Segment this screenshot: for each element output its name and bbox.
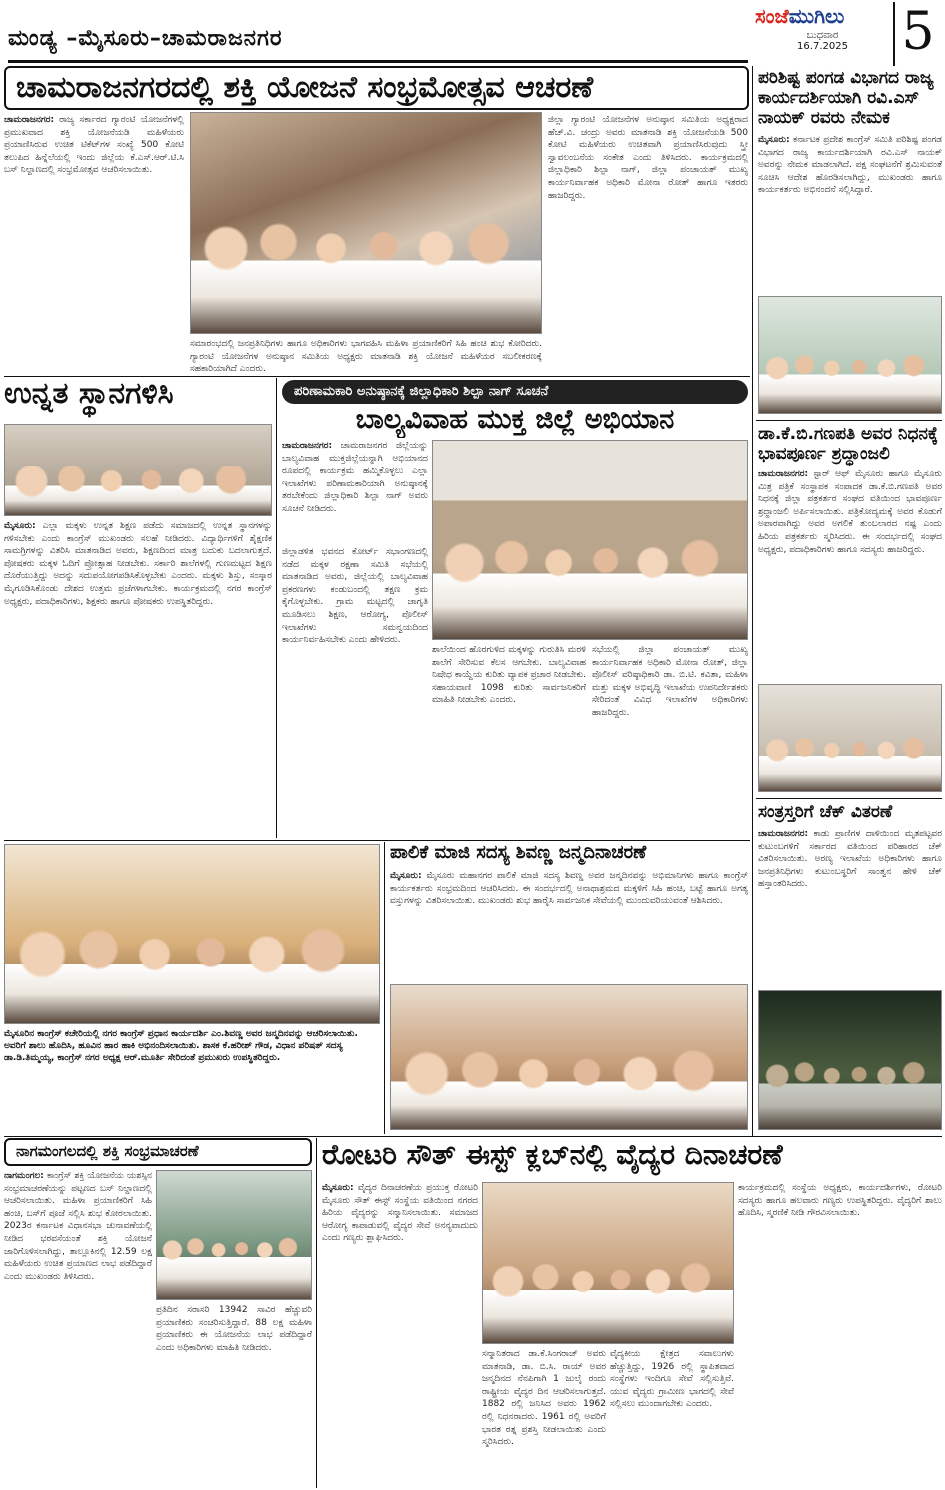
story-divider	[756, 798, 942, 799]
photo-balya-meeting	[432, 440, 748, 640]
photo-rotary-doctors	[482, 1182, 734, 1344]
issue-date: 16.7.2025	[797, 41, 848, 52]
story-balya-col4: ಸಭೆಯಲ್ಲಿ ಜಿಲ್ಲಾ ಪಂಚಾಯತ್ ಮುಖ್ಯ ಕಾರ್ಯನಿರ್ವಾಹಕ ಅಧಿಕಾರಿ ಮೋನಾ ರೋತ್, ಜಿಲ್ಲಾ ಪೊಲೀಸ್ ವರಿಷ್ಠಾಧಿಕಾರಿ ಡಾ. ಬಿ.ಟಿ. ಕವಿತಾ, ಮಹಿಳಾ ಮತ್ತು ಮಕ್ಕಳ ಅಭಿವೃದ್ಧಿ ಇಲಾಖೆಯ ಉಪನಿರ್ದೇಶಕರು ಸೇರಿದಂತೆ ವಿವಿಧ ಇಲಾಖೆಗಳ ಅಧಿಕಾರಿಗಳು ಹಾಜರಿದ್ದರು.	[592, 645, 748, 718]
photo-tribute	[758, 684, 942, 792]
region-divider	[8, 60, 748, 63]
photo-students	[4, 424, 272, 516]
dateline: ಚಾಮರಾಜನಗರ:	[758, 469, 809, 479]
dateline: ಮೈಸೂರು:	[758, 135, 790, 145]
photo-ravi-felicitation	[758, 296, 942, 414]
story-shakti-col2: ಸಮಾರಂಭದಲ್ಲಿ ಜನಪ್ರತಿನಿಧಿಗಳು ಹಾಗೂ ಅಧಿಕಾರಿಗಳು ಭಾಗವಹಿಸಿ ಮಹಿಳಾ ಪ್ರಯಾಣಿಕರಿಗೆ ಸಿಹಿ ಹಂಚಿ ಶುಭ ಕೋರಿದರು. ಗ್ಯಾರಂಟಿ ಯೋಜನೆಗಳ ಅನುಷ್ಠಾನ ಸಮಿತಿಯ ಅಧ್ಯಕ್ಷರು ಮಾತನಾಡಿ ಶಕ್ತಿ ಯೋಜನೆ ಮಹಿಳೆಯರ ಸಬಲೀಕರಣಕ್ಕೆ ಸಹಕಾರಿಯಾಗಿದೆ ಎಂದರು.	[190, 339, 542, 374]
column-divider	[384, 842, 385, 1134]
dateline: ಚಾಮರಾಜನಗರ:	[758, 829, 809, 839]
dateline: ಮೈಸೂರು:	[4, 521, 36, 531]
story-unnata	[4, 520, 272, 836]
story-text: ಕಾಡು ಪ್ರಾಣಿಗಳ ದಾಳಿಯಿಂದ ಮೃತಪಟ್ಟವರ ಕುಟುಂಬಗಳಿಗೆ ಸರ್ಕಾರದ ವತಿಯಿಂದ ಪರಿಹಾರದ ಚೆಕ್ ವಿತರಿಸಲಾಯಿತು. ಅರಣ್ಯ ಇಲಾಖೆಯ ಅಧಿಕಾರಿಗಳು ಹಾಗೂ ಜನಪ್ರತಿನಿಧಿಗಳು ಕುಟುಂಬಸ್ಥರಿಗೆ ಸಾಂತ್ವನ ಹೇಳಿ ಚೆಕ್ ಹಸ್ತಾಂತರಿಸಿದರು.	[758, 829, 942, 890]
headline-shakti: ಚಾಮರಾಜನಗರದಲ್ಲಿ ಶಕ್ತಿ ಯೋಜನೆ ಸಂಭ್ರಮೋತ್ಸವ ಆಚರಣೆ	[4, 66, 749, 110]
column-divider	[316, 1138, 317, 1488]
column-divider	[276, 378, 277, 838]
dateline: ಮೈಸೂರು:	[390, 871, 422, 881]
story-rotary-col3: ಸನ್ಮಾನಿತರಾದ ಡಾ.ಕೆ.ಸಿಂಗರಾಜ್ ಅವರು ಮಾತನಾಡಿ, ಡಾ. ಬಿ.ಸಿ. ರಾಯ್ ಅವರ ಜನ್ಮದಿನದ ನೆನಪಿಗಾಗಿ 1 ಜುಲೈ ರಂದು ರಾಷ್ಟ್ರೀಯ ವೈದ್ಯರ ದಿನ ಆಚರಿಸಲಾಗುತ್ತದೆ. 1882 ರಲ್ಲಿ ಜನಿಸಿದ ಅವರು 1962 ರಲ್ಲಿ ನಿಧನರಾದರು. 1961 ರಲ್ಲಿ ಅವರಿಗೆ ಭಾರತ ರತ್ನ ಪ್ರಶಸ್ತಿ ನೀಡಲಾಯಿತು ಎಂದು ಸ್ಮರಿಸಿದರು.	[482, 1349, 606, 1448]
region-label: ಮಂಡ್ಯ –ಮೈಸೂರು–ಚಾಮರಾಜನಗರ	[8, 26, 283, 51]
headline-ganapathi: ಡಾ.ಕೆ.ಬಿ.ಗಣಪತಿ ಅವರ ನಿಧನಕ್ಕೆ ಭಾವಪೂರ್ಣ ಶ್ರದ್ಧಾಂಜಲಿ	[758, 424, 938, 464]
story-text: ರಾಜ್ಯ ಸರ್ಕಾರದ ಗ್ಯಾರಂಟಿ ಯೋಜನೆಗಳಲ್ಲಿ ಪ್ರಮುಖವಾದ ಶಕ್ತಿ ಯೋಜನೆಯಡಿ ಮಹಿಳೆಯರು ಪ್ರಯಾಣಿಸಿರುವ ಉಚಿತ ಟಿಕೆಟ್‌ಗಳ ಸಂಖ್ಯೆ 500 ಕೋಟಿ ತಲುಪಿದ ಹಿನ್ನೆಲೆಯಲ್ಲಿ ಇಂದು ಜಿಲ್ಲೆಯ ಕೆ.ಎಸ್.ಆರ್.ಟಿ.ಸಿ ಬಸ್ ನಿಲ್ದಾಣದಲ್ಲಿ ಸಂಭ್ರಮೋತ್ಸವ ಆಚರಿಸಲಾಯಿತು.	[4, 115, 184, 176]
photo-shivanna-birthday	[390, 984, 748, 1130]
story-balya-col3: ಶಾಲೆಯಿಂದ ಹೊರಗುಳಿದ ಮಕ್ಕಳನ್ನು ಗುರುತಿಸಿ ಮರಳಿ ಶಾಲೆಗೆ ಸೇರಿಸುವ ಕೆಲಸ ಆಗಬೇಕು. ಬಾಲ್ಯವಿವಾಹ ನಿಷೇಧ ಕಾಯ್ದೆಯ ಕುರಿತು ವ್ಯಾಪಕ ಪ್ರಚಾರ ನೀಡಬೇಕು. ಸಹಾಯವಾಣಿ 1098 ಕುರಿತು ಸಾರ್ವಜನಿಕರಿಗೆ ಮಾಹಿತಿ ನೀಡಬೇಕು ಎಂದರು.	[432, 645, 586, 706]
story-balya-lead	[282, 440, 428, 542]
headline-nagamangala: ನಾಗಮಂಗಲದಲ್ಲಿ ಶಕ್ತಿ ಸಂಭ್ರಮಾಚರಣೆ	[4, 1138, 312, 1166]
story-check	[758, 828, 942, 986]
dateline: ನಾಗಮಂಗಲ:	[4, 1171, 44, 1181]
masthead	[0, 0, 945, 70]
story-balya-col2: ಜಿಲ್ಲಾಡಳಿತ ಭವನದ ಕೋರ್ಟ್ ಸಭಾಂಗಣದಲ್ಲಿ ನಡೆದ ಮಕ್ಕಳ ರಕ್ಷಣಾ ಸಮಿತಿ ಸಭೆಯಲ್ಲಿ ಮಾತನಾಡಿದ ಅವರು, ಜಿಲ್ಲೆಯಲ್ಲಿ ಬಾಲ್ಯವಿವಾಹ ಪ್ರಕರಣಗಳು ಕಂಡುಬಂದಲ್ಲಿ ತಕ್ಷಣ ಕ್ರಮ ಕೈಗೊಳ್ಳಬೇಕು. ಗ್ರಾಮ ಮಟ್ಟದಲ್ಲಿ ಜಾಗೃತಿ ಮೂಡಿಸಲು ಶಿಕ್ಷಣ, ಆರೋಗ್ಯ, ಪೊಲೀಸ್ ಇಲಾಖೆಗಳು ಸಮನ್ವಯದಿಂದ ಕಾರ್ಯನಿರ್ವಹಿಸಬೇಕು ಎಂದು ಹೇಳಿದರು.	[282, 547, 428, 646]
brand-part-b: ಮುಗಿಲು	[788, 4, 845, 28]
photo-check-distribution	[758, 990, 942, 1130]
issue-day: ಬುಧವಾರ	[806, 30, 839, 41]
story-text: ಮೈಸೂರು ಮಹಾನಗರ ಪಾಲಿಕೆ ಮಾಜಿ ಸದಸ್ಯ ಶಿವಣ್ಣ ಅವರ ಜನ್ಮದಿನವನ್ನು ಅಭಿಮಾನಿಗಳು ಹಾಗೂ ಕಾಂಗ್ರೆಸ್ ಕಾರ್ಯಕರ್ತರು ಸಂಭ್ರಮದಿಂದ ಆಚರಿಸಿದರು. ಈ ಸಂದರ್ಭದಲ್ಲಿ ಅನಾಥಾಶ್ರಮದ ಮಕ್ಕಳಿಗೆ ಸಿಹಿ ಹಂಚಿ, ಬಟ್ಟೆ ಹಾಗೂ ಅಗತ್ಯ ವಸ್ತುಗಳನ್ನು ವಿತರಿಸಲಾಯಿತು. ಮುಖಂಡರು ಶುಭ ಹಾರೈಸಿ ಸಾರ್ವಜನಿಕ ಸೇವೆಯಲ್ಲಿ ಮುಂದುವರಿಯುವಂತೆ ಆಶಿಸಿದರು.	[390, 871, 748, 907]
story-text: ಕರ್ನಾಟಕ ಪ್ರದೇಶ ಕಾಂಗ್ರೆಸ್ ಸಮಿತಿ ಪರಿಶಿಷ್ಟ ಪಂಗಡ ವಿಭಾಗದ ರಾಜ್ಯ ಕಾರ್ಯದರ್ಶಿಯಾಗಿ ರವಿ.ಎಸ್ ನಾಯಕ್ ಅವರನ್ನು ನೇಮಕ ಮಾಡಲಾಗಿದೆ. ಪಕ್ಷ ಸಂಘಟನೆಗೆ ಶ್ರಮಿಸುವಂತೆ ಸೂಚಿಸಿ ಆದೇಶ ಹೊರಡಿಸಲಾಗಿದ್ದು, ಮುಖಂಡರು ಹಾಗೂ ಕಾರ್ಯಕರ್ತರು ಅಭಿನಂದನೆ ಸಲ್ಲಿಸಿದ್ದಾರೆ.	[758, 135, 942, 196]
story-divider	[756, 420, 942, 421]
story-rotary-col4: ವೈದ್ಯಕೀಯ ಕ್ಷೇತ್ರದ ಸವಾಲುಗಳು ಹೆಚ್ಚುತ್ತಿದ್ದು, 1926 ರಲ್ಲಿ ಸ್ಥಾಪಿತವಾದ ಸಂಸ್ಥೆಗಳು ಇಂದಿಗೂ ಸೇವೆ ಸಲ್ಲಿಸುತ್ತಿವೆ. ಯುವ ವೈದ್ಯರು ಗ್ರಾಮೀಣ ಭಾಗದಲ್ಲಿ ಸೇವೆ ಸಲ್ಲಿಸಲು ಮುಂದಾಗಬೇಕು ಎಂದರು.	[610, 1349, 734, 1410]
photo-caption-congress: ಮೈಸೂರಿನ ಕಾಂಗ್ರೆಸ್ ಕಚೇರಿಯಲ್ಲಿ ನಗರ ಕಾಂಗ್ರೆಸ್ ಪ್ರಧಾನ ಕಾರ್ಯದರ್ಶಿ ಎಂ.ಶಿವಣ್ಣ ಅವರ ಜನ್ಮದಿನವನ್ನು ಆಚರಿಸಲಾಯಿತು. ಅವರಿಗೆ ಶಾಲು ಹೊದಿಸಿ, ಹೂವಿನ ಹಾರ ಹಾಕಿ ಅಭಿನಂದಿಸಲಾಯಿತು. ಶಾಸಕ ಕೆ.ಹರೀಶ್ ಗೌಡ, ವಿಧಾನ ಪರಿಷತ್ ಸದಸ್ಯ ಡಾ.ಡಿ.ತಿಮ್ಮಯ್ಯ, ಕಾಂಗ್ರೆಸ್ ನಗರ ಅಧ್ಯಕ್ಷ ಆರ್.ಮೂರ್ತಿ ಸೇರಿದಂತೆ ಪ್ರಮುಖರು ಉಪಸ್ಥಿತರಿದ್ದರು.	[4, 1029, 358, 1063]
story-shakti-col3: ಜಿಲ್ಲಾ ಗ್ಯಾರಂಟಿ ಯೋಜನೆಗಳ ಅನುಷ್ಠಾನ ಸಮಿತಿಯ ಅಧ್ಯಕ್ಷರಾದ ಹೆಚ್.ವಿ. ಚಂದ್ರು ಅವರು ಮಾತನಾಡಿ ಶಕ್ತಿ ಯೋಜನೆಯಡಿ 500 ಕೋಟಿ ಮಹಿಳೆಯರು ಉಚಿತವಾಗಿ ಪ್ರಯಾಣಿಸಿರುವುದು ಸ್ತ್ರೀ ಸ್ವಾವಲಂಬನೆಯ ಸಂಕೇತ ಎಂದು ತಿಳಿಸಿದರು. ಕಾರ್ಯಕ್ರಮದಲ್ಲಿ ಜಿಲ್ಲಾಧಿಕಾರಿ ಶಿಲ್ಪಾ ನಾಗ್, ಜಿಲ್ಲಾ ಪಂಚಾಯತ್ ಮುಖ್ಯ ಕಾರ್ಯನಿರ್ವಾಹಕ ಅಧಿಕಾರಿ ಮೋನಾ ರೋತ್ ಹಾಗೂ ಇತರರು ಹಾಜರಿದ್ದರು.	[548, 115, 748, 201]
story-divider	[4, 1136, 942, 1137]
dateline: ಮೈಸೂರು:	[322, 1183, 354, 1193]
story-ravi	[758, 134, 942, 294]
photo-congress-office	[4, 844, 380, 1024]
headline-check: ಸಂತ್ರಸ್ತರಿಗೆ ಚೆಕ್ ವಿತರಣೆ	[758, 802, 893, 822]
newspaper-logo	[755, 4, 890, 64]
dateline: ಚಾಮರಾಜನಗರ:	[4, 115, 55, 125]
story-text: ಸ್ಟಾರ್ ಆಫ್ ಮೈಸೂರು ಹಾಗೂ ಮೈಸೂರು ಮಿತ್ರ ಪತ್ರಿಕೆ ಸಂಸ್ಥಾಪಕ ಸಂಪಾದಕ ಡಾ.ಕೆ.ಬಿ.ಗಣಪತಿ ಅವರ ನಿಧನಕ್ಕೆ ಜಿಲ್ಲಾ ಪತ್ರಕರ್ತರ ಸಂಘದ ವತಿಯಿಂದ ಭಾವಪೂರ್ಣ ಶ್ರದ್ಧಾಂಜಲಿ ಅರ್ಪಿಸಲಾಯಿತು. ಪತ್ರಿಕೋದ್ಯಮಕ್ಕೆ ಅವರ ಕೊಡುಗೆ ಅಪಾರವಾಗಿದ್ದು ಅವರ ಅಗಲಿಕೆ ತುಂಬಲಾರದ ನಷ್ಟ ಎಂದು ಹಿರಿಯ ಪತ್ರಕರ್ತರು ಸ್ಮರಿಸಿದರು. ಈ ಸಂದರ್ಭದಲ್ಲಿ ಸಂಘದ ಅಧ್ಯಕ್ಷರು, ಪದಾಧಿಕಾರಿಗಳು ಹಾಗೂ ಸದಸ್ಯರು ಹಾಜರಿದ್ದರು.	[758, 469, 942, 555]
column-divider	[752, 66, 753, 1136]
dateline: ಚಾಮರಾಜನಗರ:	[282, 441, 333, 451]
story-text: ಚಾಮರಾಜನಗರ ಜಿಲ್ಲೆಯನ್ನು ಬಾಲ್ಯವಿವಾಹ ಮುಕ್ತಜಿಲ್ಲೆಯನ್ನಾಗಿ ಅಭಿಯಾನದ ರೂಪದಲ್ಲಿ ಕಾರ್ಯಕ್ರಮ ಹಮ್ಮಿಕೊಳ್ಳಲು ಎಲ್ಲಾ ಇಲಾಖೆಗಳು ಪರಿಣಾಮಕಾರಿಯಾಗಿ ಅನುಷ್ಠಾನಕ್ಕೆ ತರಬೇಕೆಂದು ಜಿಲ್ಲಾಧಿಕಾರಿ ಶಿಲ್ಪಾ ನಾಗ್ ಅವರು ಸೂಚನೆ ನೀಡಿದರು.	[282, 441, 428, 514]
headline-balya: ಬಾಲ್ಯವಿವಾಹ ಮುಕ್ತ ಜಿಲ್ಲೆ ಅಭಿಯಾನ	[355, 404, 675, 435]
story-shakti-lead	[4, 114, 184, 354]
headline-rotary: ರೋಟರಿ ಸೌತ್ ಈಸ್ಟ್ ಕ್ಲಬ್‌ನಲ್ಲಿ ವೈದ್ಯರ ದಿನಾಚರಣೆ	[322, 1138, 783, 1171]
story-nagamangala	[4, 1170, 152, 1486]
story-text: ಎಲ್ಲಾ ಮಕ್ಕಳು ಉನ್ನತ ಶಿಕ್ಷಣ ಪಡೆದು ಸಮಾಜದಲ್ಲಿ ಉನ್ನತ ಸ್ಥಾನಗಳನ್ನು ಗಳಿಸಬೇಕು ಎಂದು ಕಾಂಗ್ರೆಸ್ ಮುಖಂಡರು ಸಲಹೆ ನೀಡಿದರು. ವಿದ್ಯಾರ್ಥಿಗಳಿಗೆ ಶೈಕ್ಷಣಿಕ ಸಾಮಗ್ರಿಗಳನ್ನು ವಿತರಿಸಿ ಮಾತನಾಡಿದ ಅವರು, ಶಿಕ್ಷಣದಿಂದ ಮಾತ್ರ ಬದುಕು ಬದಲಾಗುತ್ತದೆ. ಪೋಷಕರು ಮಕ್ಕಳ ಓದಿಗೆ ಪ್ರೋತ್ಸಾಹ ನೀಡಬೇಕು. ಸರ್ಕಾರಿ ಶಾಲೆಗಳಲ್ಲಿ ಗುಣಮಟ್ಟದ ಶಿಕ್ಷಣ ದೊರೆಯುತ್ತಿದ್ದು ಅದನ್ನು ಸದುಪಯೋಗಪಡಿಸಿಕೊಳ್ಳಬೇಕು ಎಂದರು. ಮಕ್ಕಳು ಶಿಸ್ತು, ಸಂಸ್ಕಾರ ಮೈಗೂಡಿಸಿಕೊಂಡು ದೇಶದ ಉತ್ತಮ ಪ್ರಜೆಗಳಾಗಬೇಕು. ಕಾರ್ಯಕ್ರಮದಲ್ಲಿ ನಗರ ಕಾಂಗ್ರೆಸ್ ಅಧ್ಯಕ್ಷರು, ಪದಾಧಿಕಾರಿಗಳು, ಶಿಕ್ಷಕರು ಹಾಗೂ ಪೋಷಕರು ಉಪಸ್ಥಿತರಿದ್ದರು.	[4, 521, 272, 607]
page-number: 5	[893, 2, 941, 66]
story-ganapathi	[758, 468, 942, 680]
photo-shakti-celebration	[190, 112, 542, 334]
story-rotary-col1	[322, 1182, 478, 1486]
banner-balya: ಪರಿಣಾಮಕಾರಿ ಅನುಷ್ಠಾನಕ್ಕೆ ಜಿಲ್ಲಾಧಿಕಾರಿ ಶಿಲ್ಪಾ ನಾಗ್ ಸೂಚನೆ	[282, 380, 748, 404]
story-rotary-col5: ಕಾರ್ಯಕ್ರಮದಲ್ಲಿ ಸಂಸ್ಥೆಯ ಅಧ್ಯಕ್ಷರು, ಕಾರ್ಯದರ್ಶಿಗಳು, ರೋಟರಿ ಸದಸ್ಯರು ಹಾಗೂ ಹಲವಾರು ಗಣ್ಯರು ಉಪಸ್ಥಿತರಿದ್ದರು. ವೈದ್ಯರಿಗೆ ಶಾಲು ಹೊದಿಸಿ, ಸ್ಮರಣಿಕೆ ನೀಡಿ ಗೌರವಿಸಲಾಯಿತು.	[738, 1183, 942, 1219]
story-text: ವೈದ್ಯರ ದಿನಾಚರಣೆಯ ಪ್ರಯುಕ್ತ ರೋಟರಿ ಮೈಸೂರು ಸೌತ್ ಈಸ್ಟ್ ಸಂಸ್ಥೆಯ ವತಿಯಿಂದ ನಗರದ ಹಿರಿಯ ವೈದ್ಯರನ್ನು ಸನ್ಮಾನಿಸಲಾಯಿತು. ಸಮಾಜದ ಆರೋಗ್ಯ ಕಾಪಾಡುವಲ್ಲಿ ವೈದ್ಯರ ಸೇವೆ ಅನನ್ಯವಾದುದು ಎಂದು ಗಣ್ಯರು ಶ್ಲಾಘಿಸಿದರು.	[322, 1183, 478, 1244]
headline-shivanna: ಪಾಲಿಕೆ ಮಾಜಿ ಸದಸ್ಯ ಶಿವಣ್ಣ ಜನ್ಮದಿನಾಚರಣೆ	[390, 842, 647, 863]
story-text: ಕಾಂಗ್ರೆಸ್ ಶಕ್ತಿ ಯೋಜನೆಯ ಯಶಸ್ಸಿನ ಸಂಭ್ರಮಾಚರಣೆಯನ್ನು ಪಟ್ಟಣದ ಬಸ್ ನಿಲ್ದಾಣದಲ್ಲಿ ಆಚರಿಸಲಾಯಿತು. ಮಹಿಳಾ ಪ್ರಯಾಣಿಕರಿಗೆ ಸಿಹಿ ಹಂಚಿ, ಬಸ್‌ಗೆ ಪೂಜೆ ಸಲ್ಲಿಸಿ ಶುಭ ಕೋರಲಾಯಿತು. 2023ರ ಕರ್ನಾಟಕ ವಿಧಾನಸಭಾ ಚುನಾವಣೆಯಲ್ಲಿ ನೀಡಿದ ಭರವಸೆಯಂತೆ ಶಕ್ತಿ ಯೋಜನೆ ಜಾರಿಗೊಳಿಸಲಾಗಿದ್ದು, ತಾಲ್ಲೂಕಿನಲ್ಲಿ 12.59 ಲಕ್ಷ ಮಹಿಳೆಯರು ಉಚಿತ ಪ್ರಯಾಣದ ಲಾಭ ಪಡೆದಿದ್ದಾರೆ ಎಂದು ಮುಖಂಡರು ತಿಳಿಸಿದರು.	[4, 1171, 152, 1282]
story-shivanna	[390, 870, 748, 982]
headline-unnata: ಉನ್ನತ ಸ್ಥಾನಗಳಿಸಿ	[4, 376, 174, 411]
photo-nagamangala-bus	[156, 1170, 312, 1300]
story-divider	[4, 840, 750, 841]
headline-ravi: ಪರಿಶಿಷ್ಟ ಪಂಗಡ ವಿಭಾಗದ ರಾಜ್ಯ ಕಾರ್ಯದರ್ಶಿಯಾಗಿ ರವಿ.ಎಸ್ ನಾಯಕ್ ರವರು ನೇಮಕ	[758, 68, 934, 128]
story-rotary-col2: ಪ್ರತಿದಿನ ಸರಾಸರಿ 13942 ಸಾವಿರ ಹೆಚ್ಚುವರಿ ಪ್ರಯಾಣಿಕರು ಸಂಚರಿಸುತ್ತಿದ್ದಾರೆ. 88 ಲಕ್ಷ ಮಹಿಳಾ ಪ್ರಯಾಣಿಕರು ಈ ಯೋಜನೆಯ ಲಾಭ ಪಡೆದಿದ್ದಾರೆ ಎಂದು ಅಧಿಕಾರಿಗಳು ಮಾಹಿತಿ ನೀಡಿದರು.	[156, 1305, 312, 1353]
brand-part-a: ಸಂಜೆ	[755, 4, 789, 28]
